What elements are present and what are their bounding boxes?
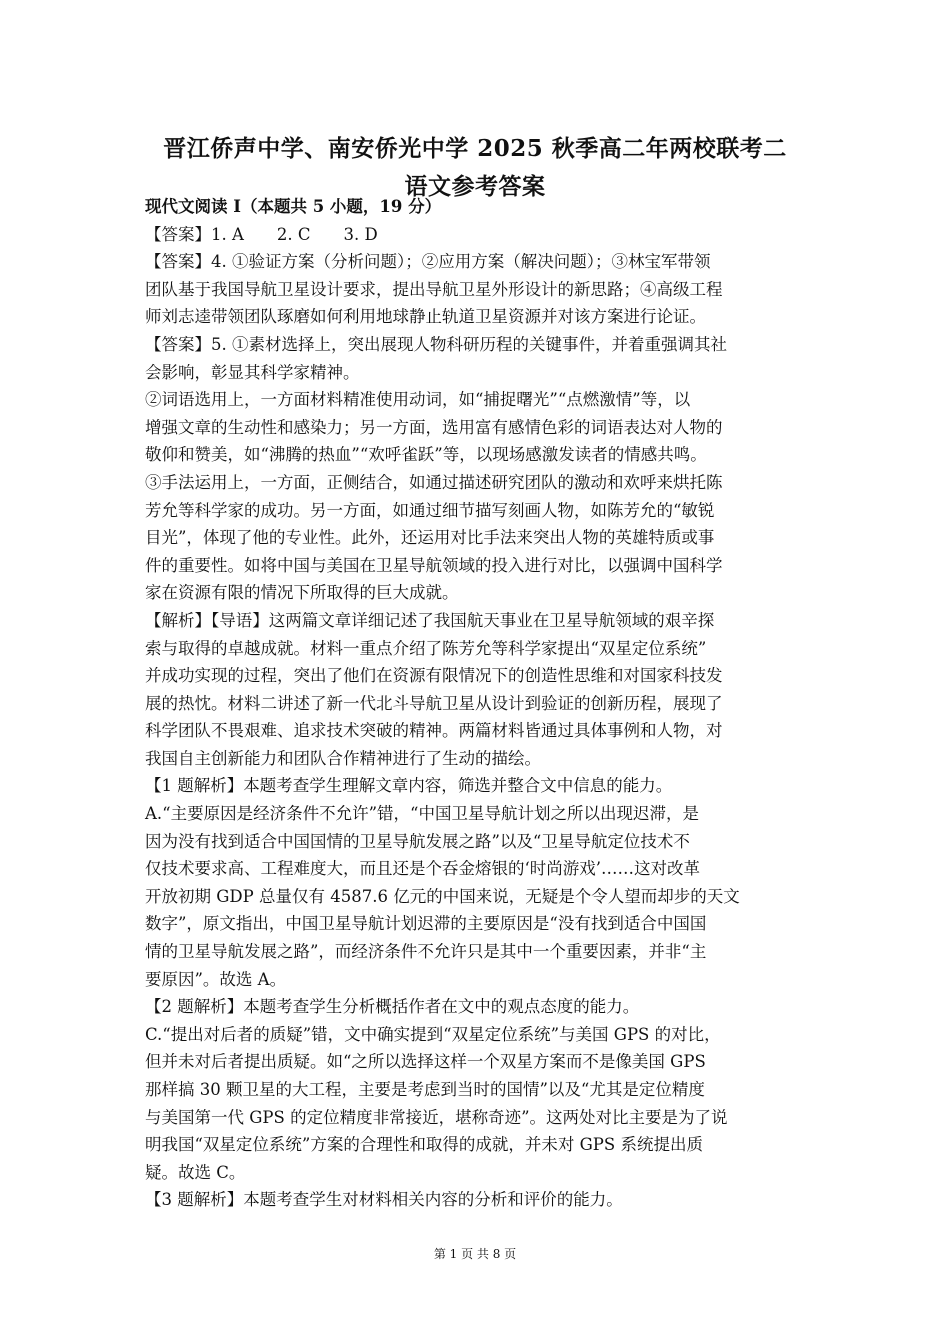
text-line: 明我国“双星定位系统”方案的合理性和取得的成就，并未对 GPS 系统提出质 <box>145 1135 703 1155</box>
text-line: 数字”，原文指出，中国卫星导航计划迟滞的主要原因是“没有找到适合中国国 <box>145 914 707 934</box>
text-line: 仅技术要求高、工程难度大，而且还是个吞金熔银的‘时尚游戏’……这对改革 <box>145 859 700 879</box>
text-line: 师刘志逵带领团队琢磨如何利用地球静止轨道卫星资源并对该方案进行论证。 <box>145 307 706 327</box>
text-line: 增强文章的生动性和感染力；另一方面，选用富有感情色彩的词语表达对人物的 <box>145 417 723 437</box>
text-line: 团队基于我国导航卫星设计要求，提出导航卫星外形设计的新思路；④高级工程 <box>145 279 723 299</box>
text-line: ③手法运用上，一方面，正侧结合，如通过描述研究团队的激动和欢呼来烘托陈 <box>145 472 723 492</box>
text-line: 开放初期 GDP 总量仅有 4587.6 亿元的中国来说，无疑是个令人望而却步的天文 <box>145 886 740 906</box>
text-line: 件的重要性。如将中国与美国在卫星导航领域的投入进行对比，以强调中国科学 <box>145 555 723 575</box>
text-line: 但并未对后者提出质疑。如“之所以选择这样一个双星方案而不是像美国 GPS <box>145 1052 706 1072</box>
text-line: 【解析】【导语】这两篇文章详细记述了我国航天事业在卫星导航领域的艰辛探 <box>145 610 715 630</box>
text-line: 目光”，体现了他的专业性。此外，还运用对比手法来突出人物的英雄特质或事 <box>145 528 715 548</box>
section-heading: 现代文阅读 I（本题共 5 小题，19 分） <box>145 197 442 216</box>
text-line: ②词语选用上，一方面材料精准使用动词，如“捕捉曙光”“点燃激情”等，以 <box>145 390 691 410</box>
text-line: 索与取得的卓越成就。材料一重点介绍了陈芳允等科学家提出“双星定位系统” <box>145 638 707 658</box>
text-line: 芳允等科学家的成功。另一方面，如通过细节描写刻画人物，如陈芳允的“敏锐 <box>145 500 715 520</box>
text-line: 【1 题解析】本题考查学生理解文章内容，筛选并整合文中信息的能力。 <box>145 776 673 796</box>
text-line: 【3 题解析】本题考查学生对材料相关内容的分析和评价的能力。 <box>145 1190 623 1210</box>
doc-title: 晋江侨声中学、南安侨光中学 2025 秋季高二年两校联考二 <box>163 135 787 162</box>
text-line: C.“提出对后者的质疑”错，文中确实提到“双星定位系统”与美国 GPS 的对比， <box>145 1024 721 1044</box>
doc-subtitle: 语文参考答案 <box>404 173 546 200</box>
text-line: 情的卫星导航发展之路”，而经济条件不允许只是其中一个重要因素，并非“主 <box>145 942 707 962</box>
text-line: 那样搞 30 颗卫星的大工程，主要是考虑到当时的国情”以及“尤其是定位精度 <box>145 1080 705 1099</box>
page-footer: 第 1 页 共 8 页 <box>433 1247 517 1261</box>
answer-body <box>145 193 813 1214</box>
text-line: 因为没有找到适合中国国情的卫星导航发展之路”以及“卫星导航定位技术不 <box>145 831 690 851</box>
text-line: 敬仰和赞美，如“沸腾的热血”“欢呼雀跃”等，以现场感激发读者的情感共鸣。 <box>145 445 707 465</box>
text-line: 会影响，彰显其科学家精神。 <box>145 362 360 382</box>
text-line: 【2 题解析】本题考查学生分析概括作者在文中的观点态度的能力。 <box>145 997 640 1017</box>
text-line: 疑。故选 C。 <box>145 1162 246 1182</box>
text-line: 科学团队不畏艰难、追求技术突破的精神。两篇材料皆通过具体事例和人物，对 <box>145 721 723 741</box>
text-line: 展的热忱。材料二讲述了新一代北斗导航卫星从设计到验证的创新历程，展现了 <box>145 693 723 713</box>
text-line: 【答案】1. A 2. C 3. D <box>145 224 378 244</box>
text-line: 我国自主创新能力和团队合作精神进行了生动的描绘。 <box>145 748 541 768</box>
text-line: 家在资源有限的情况下所取得的巨大成就。 <box>145 583 459 603</box>
text-line: 并成功实现的过程，突出了他们在资源有限情况下的创造性思维和对国家科技发 <box>145 666 723 686</box>
text-line: 要原因”。故选 A。 <box>145 969 287 989</box>
text-line: 与美国第一代 GPS 的定位精度非常接近，堪称奇迹”。这两处对比主要是为了说 <box>145 1107 728 1127</box>
text-line: 【答案】4. ①验证方案（分析问题）；②应用方案（解决问题）；③林宝军带领 <box>145 252 711 272</box>
text-line: A.“主要原因是经济条件不允许”错，“中国卫星导航计划之所以出现迟滞，是 <box>145 804 699 824</box>
text-line: 【答案】5. ①素材选择上，突出展现人物科研历程的关键事件，并着重强调其社 <box>145 334 727 354</box>
